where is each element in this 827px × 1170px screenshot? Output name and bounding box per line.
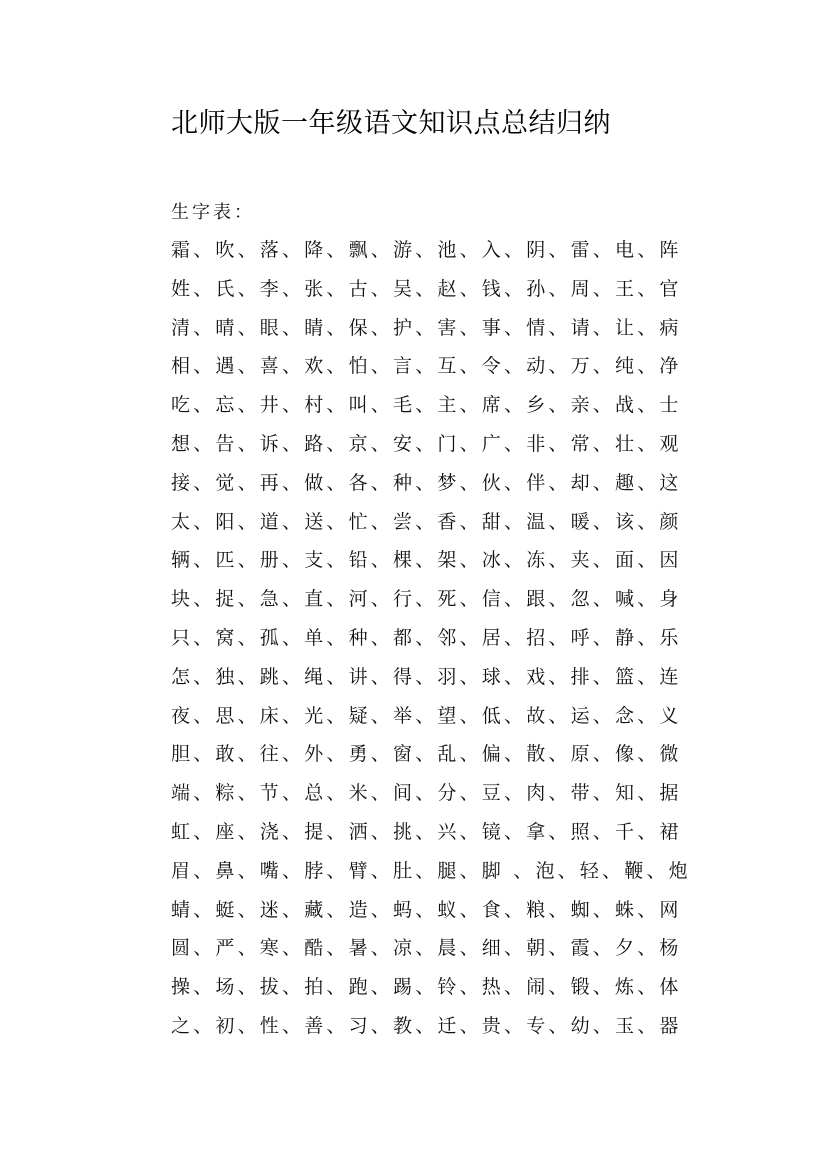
section-label: 生字表： bbox=[171, 202, 255, 223]
character-list bbox=[171, 234, 731, 1049]
character-row: 霜、吹、落、降、飘、游、池、入、阴、雷、电、阵 bbox=[171, 239, 682, 261]
character-row: 胆、敢、往、外、勇、窗、乱、偏、散、原、像、微 bbox=[171, 743, 682, 766]
character-row: 怎、独、跳、绳、讲、得、羽、球、戏、排、篮、连 bbox=[171, 665, 682, 688]
character-row: 吃、忘、井、村、叫、毛、主、席、乡、亲、战、士 bbox=[171, 394, 682, 417]
character-row: 清、晴、眼、睛、保、护、害、事、情、请、让、病 bbox=[171, 316, 682, 339]
character-row: 虹、座、浇、提、洒、挑、兴、镜、拿、照、千、裙 bbox=[171, 820, 682, 843]
character-row: 夜、思、床、光、疑、举、望、低、故、运、念、义 bbox=[171, 704, 682, 727]
character-row: 接、觉、再、做、各、种、梦、伙、伴、却、趣、这 bbox=[171, 471, 682, 494]
document-title: 北师大版一年级语文知识点总结归纳 bbox=[171, 108, 611, 139]
character-row: 块、捉、急、直、河、行、死、信、跟、忽、喊、身 bbox=[171, 588, 682, 611]
character-row: 端、粽、节、总、米、间、分、豆、肉、带、知、据 bbox=[171, 782, 682, 805]
character-row: 操、场、拔、拍、跑、踢、铃、热、闹、锻、炼、体 bbox=[171, 976, 682, 999]
character-row: 相、遇、喜、欢、怕、言、互、令、动、万、纯、净 bbox=[171, 355, 682, 378]
character-row: 太、阳、道、送、忙、尝、香、甜、温、暖、该、颜 bbox=[171, 510, 682, 533]
character-row: 只、窝、孤、单、种、都、邻、居、招、呼、静、乐 bbox=[171, 626, 682, 649]
character-row: 想、告、诉、路、京、安、门、广、非、常、壮、观 bbox=[171, 432, 682, 455]
character-row: 圆、严、寒、酷、暑、凉、晨、细、朝、霞、夕、杨 bbox=[171, 937, 682, 960]
character-row: 眉、鼻、嘴、脖、臂、肚、腿、脚 、泡、轻、鞭、炮 bbox=[171, 859, 691, 882]
character-row: 姓、氏、李、张、古、吴、赵、钱、孙、周、王、官 bbox=[171, 277, 682, 300]
character-row: 辆、匹、册、支、铅、棵、架、冰、冻、夹、面、因 bbox=[171, 549, 682, 572]
character-row: 之、初、性、善、习、教、迁、贵、专、幼、玉、器 bbox=[171, 1014, 682, 1037]
character-row: 蜻、蜓、迷、藏、造、蚂、蚁、食、粮、蜘、蛛、网 bbox=[171, 898, 682, 921]
